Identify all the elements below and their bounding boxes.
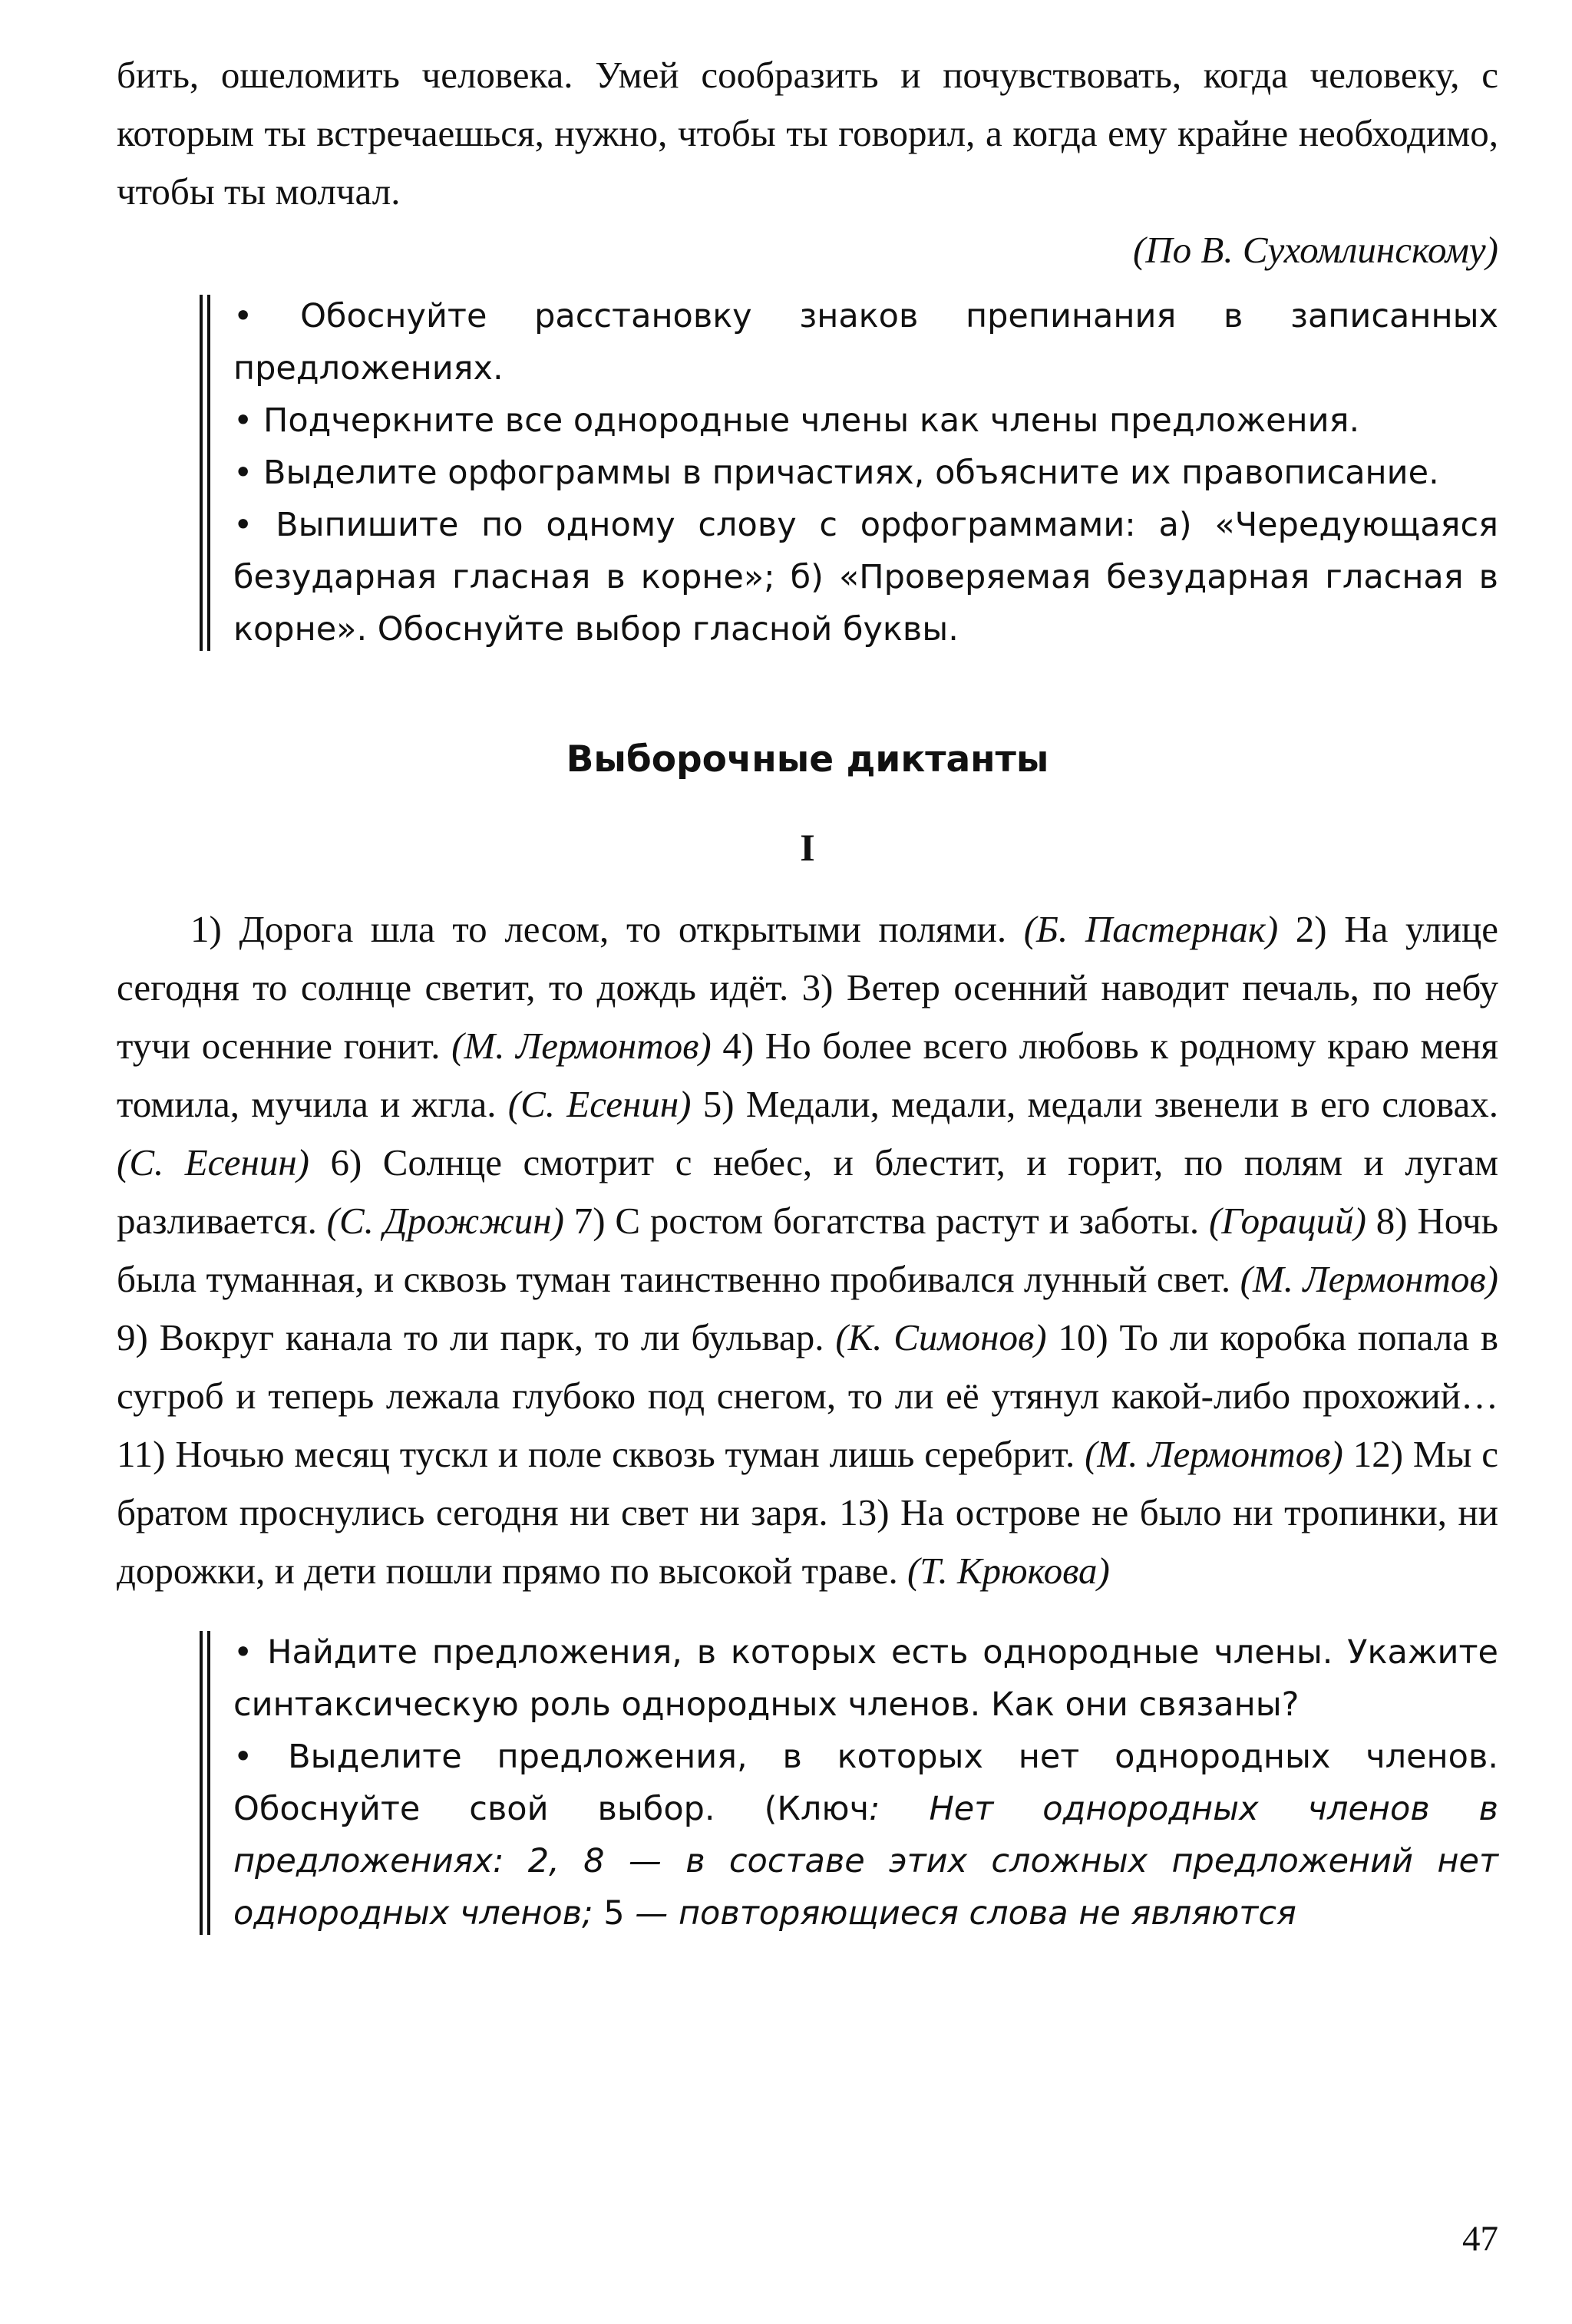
sentence: 9) Вокруг канала то ли парк, то ли бульвар.	[117, 1316, 836, 1358]
tasks-block-1	[200, 290, 1498, 655]
author: (М. Лермонтов)	[451, 1025, 712, 1067]
task-item: • Выпишите по одному слову с орфограммами: а) «Чередующаяся безударная гласная в корне»; б) «Проверяемая безударная гласная в корне». Обоснуйте выбор гласной буквы.	[233, 506, 1498, 649]
task-item: • Найдите предложения, в которых есть однородные члены. Укажите синтаксическую роль однородных членов. Как они связаны?	[233, 1633, 1498, 1724]
sentence: 4) Но более всего любовь к родному краю меня томила, мучила и жгла.	[117, 1025, 1498, 1125]
author: (М. Лермонтов)	[1240, 1258, 1498, 1300]
sentence: 6) Солнце смотрит с небес, и блестит, и горит, по полям и лугам разливается.	[117, 1141, 1499, 1242]
sentence: 10) То ли коробка попала в сугроб и теперь лежала глубоко под снегом, то ли её утянул какой-либо прохожий… 11) Ночью месяц тускл и поле сквозь туман лишь серебрит.	[117, 1316, 1498, 1475]
author: (С. Дрожжин)	[326, 1200, 564, 1242]
dictation-text	[117, 900, 1498, 1600]
author: (С. Есенин)	[117, 1141, 309, 1183]
top-paragraph	[117, 46, 1498, 221]
key-label: Ключ	[777, 1790, 869, 1828]
author: (М. Лермонтов)	[1085, 1433, 1343, 1475]
key-number: 5	[603, 1894, 625, 1933]
section-title: Выборочные диктанты	[566, 738, 1049, 781]
sentence: 12) Мы с братом проснулись сегодня ни свет ни заря. 13) На острове не было ни тропинки, ни дорожки, и дети пошли прямо по высокой траве.	[117, 1433, 1498, 1592]
paragraph-text: бить, ошеломить человека. Умей сообразить и почувствовать, когда человеку, с которым ты встречаешься, нужно, чтобы ты говорил, а когда ему крайне необходимо, чтобы ты молчал.	[117, 54, 1498, 213]
double-rule	[200, 1631, 210, 1935]
sentence: 8) Ночь была туманная, и сквозь туман таинственно пробивался лунный свет.	[117, 1200, 1498, 1300]
task-item: • Выделите орфограммы в причастиях, объясните их правописание.	[233, 454, 1439, 492]
task-text: • Выделите предложения, в которых нет однородных членов. Обоснуйте свой выбор. (	[233, 1738, 1498, 1828]
page-content	[117, 46, 1498, 1939]
key-text: : Нет однородных членов в предложениях: 2, 8 — в составе этих сложных предложений нет однородных членов;	[233, 1790, 1498, 1933]
sentence: 2) На улице сегодня то солнце светит, то дождь идёт. 3) Ветер осенний наводит печаль, по небу тучи осенние гонит.	[117, 908, 1498, 1067]
key-text: — повторяющиеся слова не являются	[624, 1894, 1296, 1933]
author: (С. Есенин)	[507, 1083, 692, 1125]
section-numeral: I	[800, 826, 815, 869]
author: (Б. Пастернак)	[1023, 908, 1279, 950]
page-number: 47	[1462, 2219, 1498, 2259]
double-rule	[200, 295, 210, 651]
sentence: 5) Медали, медали, медали звенели в его словах.	[691, 1083, 1499, 1125]
author: (К. Симонов)	[835, 1316, 1047, 1358]
top-attribution: (По В. Сухомлинскому)	[1132, 229, 1498, 271]
task-item: • Подчеркните все однородные члены как члены предложения.	[233, 401, 1360, 440]
task-item: • Обоснуйте расстановку знаков препинания в записанных предложениях.	[233, 297, 1498, 388]
tasks-block-2	[200, 1626, 1498, 1939]
task-item	[233, 1731, 1498, 1939]
author: (Гораций)	[1208, 1200, 1366, 1242]
sentence: 1) Дорога шла то лесом, то открытыми полями.	[190, 908, 1024, 950]
author: (Т. Крюкова)	[907, 1550, 1110, 1592]
sentence: 7) С ростом богатства растут и заботы.	[563, 1200, 1209, 1242]
